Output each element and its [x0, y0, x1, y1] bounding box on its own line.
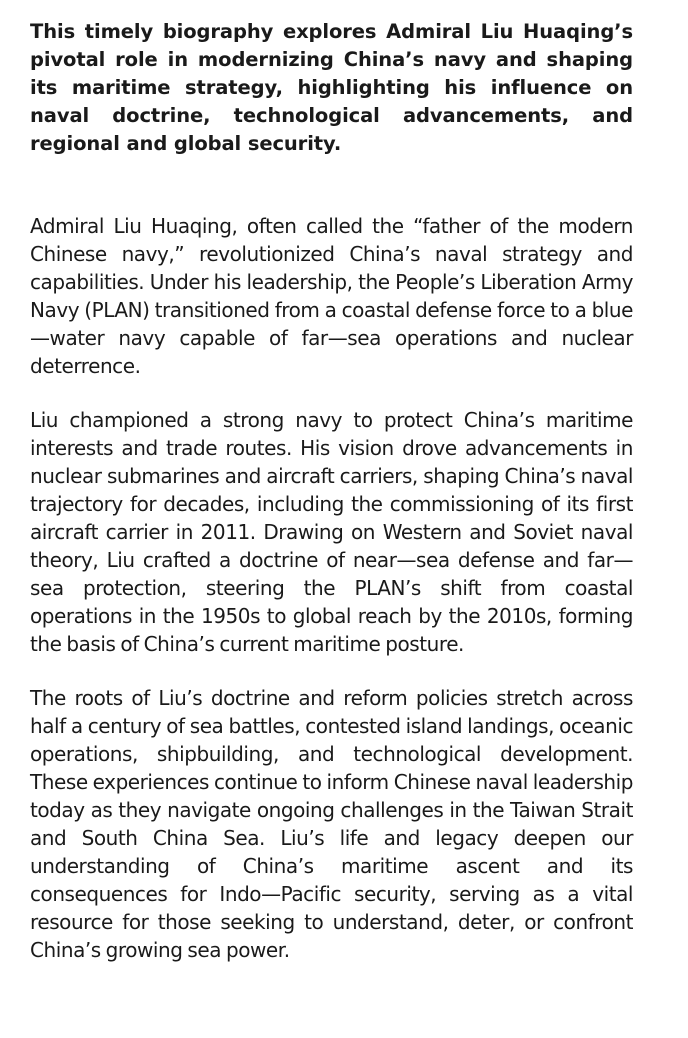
body-paragraph-1: Admiral Liu Huaqing, often called the “father of the modern Chinese navy,” revolutionized China’s naval strategy and capabilities. Under his leadership, the People’s Liberation Army Navy (PLAN) transitioned from a coastal defense force to a blue—water navy capable of far—sea operations and nuclear deterrence. [30, 214, 633, 378]
body-paragraph-2: Liu championed a strong navy to protect China’s maritime interests and trade routes. His vision drove advancements in nuclear submarines and aircraft carriers, shaping China’s naval trajectory for decades, including the commissioning of its first aircraft carrier in 2011. Drawing on Western and Soviet naval theory, Liu crafted a doctrine of near—sea defense and far—sea protection, steering the PLAN’s shift from coastal operations in the 1950s to global reach by the 2010s, forming the basis of China’s current maritime posture. [30, 408, 633, 656]
book-description [30, 18, 633, 964]
body-paragraph-3: The roots of Liu’s doctrine and reform policies stretch across half a century of sea battles, contested island landings, oceanic operations, shipbuilding, and technological development. These experiences continue to inform Chinese naval leadership today as they navigate ongoing challenges in the Taiwan Strait and South China Sea. Liu’s life and legacy deepen our understanding of China’s maritime ascent and its consequences for Indo—Pacific security, serving as a vital resource for those seeking to understand, deter, or confront China’s growing sea power. [30, 686, 633, 962]
lead-paragraph: This timely biography explores Admiral Liu Huaqing’s pivotal role in modernizing China’s navy and shaping its maritime strategy, highlighting his influence on naval doctrine, technological advancements, and regional and global security. [30, 20, 633, 155]
